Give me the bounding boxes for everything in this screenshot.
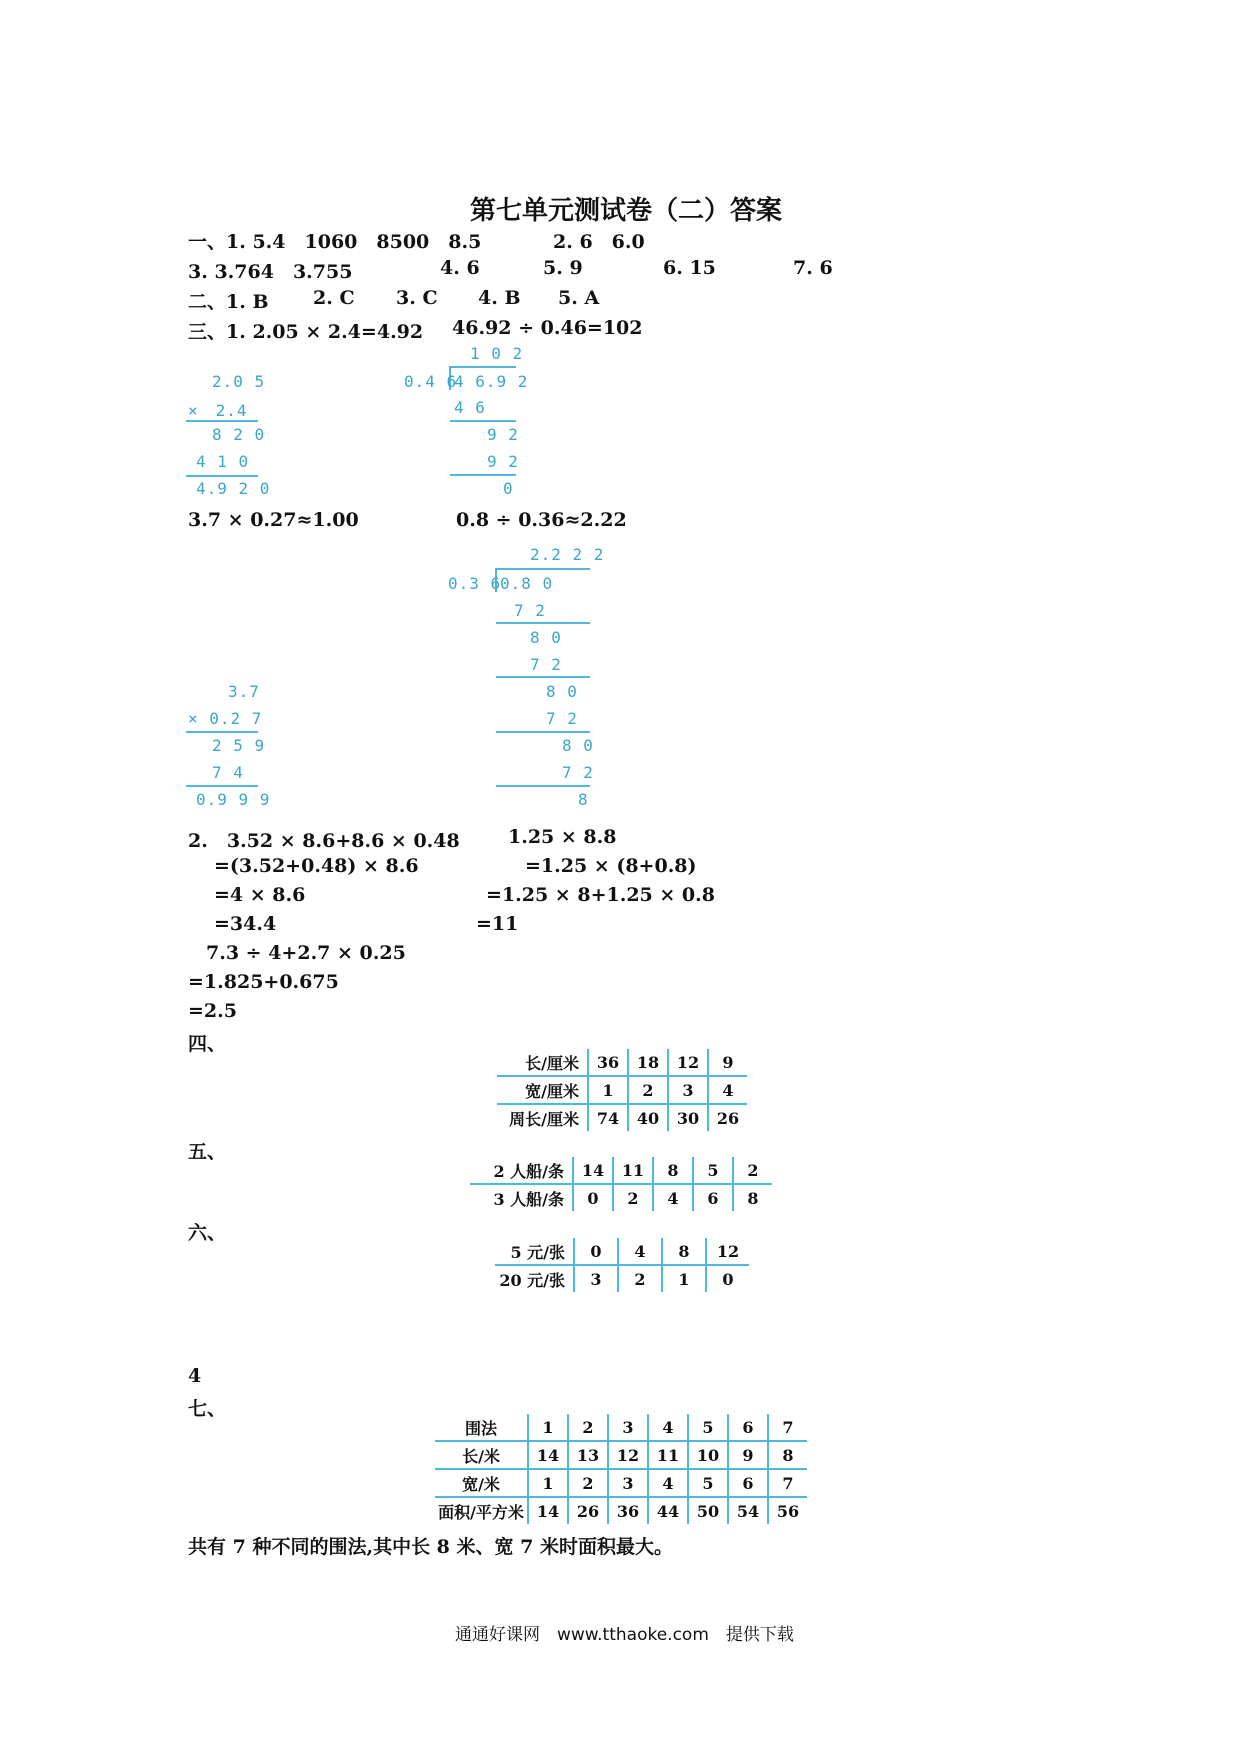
s3b-b2: =1.25 × (8+0.8) [525,855,697,877]
calc3-line3: 7 4 [212,763,244,782]
s2-q5: 5. A [558,287,600,309]
s3b-a1: 2. 3.52 × 8.6+8.6 × 0.48 [188,830,460,852]
s1-q6: 6. 15 [663,257,716,279]
table-cell: 18 [628,1049,668,1076]
s2-q3: 3. C [396,287,438,309]
table-cell: 36 [588,1049,628,1076]
table-cell: 0 [706,1265,749,1292]
table-cell: 7 [768,1469,807,1497]
calc3-rule [186,731,258,733]
calc3-line2: 2 5 9 [212,736,266,755]
table-cell: 4 [648,1414,688,1441]
s1-line1a: 一、1. 5.4 1060 8500 8.5 [188,231,482,253]
table-cell: 54 [728,1497,768,1524]
table-cell: 14 [528,1497,568,1524]
s7-table [435,1414,807,1524]
calc1-line2: 8 2 0 [212,425,266,444]
s2-q2: 2. C [313,287,355,309]
s3b-a3: =4 × 8.6 [214,884,306,906]
table-cell: 13 [568,1441,608,1469]
calc4-step: 7 2 [530,655,562,674]
s3b-b3: =1.25 × 8+1.25 × 0.8 [486,884,715,906]
calc4-step: 8 0 [546,682,578,701]
table-cell: 1 [528,1414,568,1441]
table-row [435,1414,807,1441]
table-row [497,1076,747,1104]
table-cell: 36 [608,1497,648,1524]
calc2-bar [450,366,516,368]
s5-table [470,1157,772,1211]
table-cell: 6 [728,1414,768,1441]
calc3-line1: × 0.2 7 [188,709,263,728]
calc4-divisor: 0.3 6 [448,574,502,593]
table-cell: 40 [628,1104,668,1131]
table-cell: 3 人船/条 [493,1189,564,1209]
table-cell: 2 人船/条 [470,1157,573,1184]
table-row [470,1157,772,1184]
s4-label: 四、 [188,1033,227,1055]
table-cell: 26 [568,1497,608,1524]
table-cell: 20 元/张 [499,1270,565,1290]
table-cell: 1 [662,1265,706,1292]
table-cell: 3 [608,1469,648,1497]
table-cell: 8 [653,1157,693,1184]
table-cell: 14 [573,1157,613,1184]
table-cell: 2 [628,1076,668,1104]
table-cell: 1 [588,1076,628,1104]
s6-answer: 4 [188,1365,202,1387]
s3b-c2: =1.825+0.675 [188,971,339,993]
table-cell: 8 [662,1238,706,1265]
calc1-line0: 2.0 5 [212,372,266,391]
calc3-line0: 3.7 [228,682,260,701]
s3b-c1: 7.3 ÷ 4+2.7 × 0.25 [206,942,406,964]
table-cell: 宽/厘米 [497,1076,588,1104]
table-row [495,1265,749,1292]
calc2-rule [450,420,516,422]
calc1-line3: 4 1 0 [196,452,250,471]
table-cell: 长/米 [435,1441,528,1469]
table-cell: 3 [608,1414,648,1441]
s1-q5: 5. 9 [543,257,583,279]
table-cell: 5 [693,1157,733,1184]
calc4-step: 7 2 [546,709,578,728]
s3b-b1: 1.25 × 8.8 [508,826,617,848]
s7-conclusion: 共有 7 种不同的围法,其中长 8 米、宽 7 米时面积最大。 [188,1536,673,1558]
s3b-a2: =(3.52+0.48) × 8.6 [214,855,419,877]
s3-eq4: 0.8 ÷ 0.36≈2.22 [456,509,627,531]
table-cell: 2 [568,1414,608,1441]
table-row [497,1049,747,1076]
calc4-dividend: 0.8 0 [500,574,554,593]
calc4-rule [496,622,590,624]
calc2-step: 9 2 [487,452,519,471]
table-cell: 12 [608,1441,648,1469]
s6-label: 六、 [188,1222,227,1244]
table-cell: 5 元/张 [495,1238,574,1265]
table-cell: 74 [588,1104,628,1131]
table-cell: 6 [693,1184,733,1211]
calc1-rule [186,475,258,477]
s3b-a4: =34.4 [214,913,277,935]
table-row [495,1238,749,1265]
s1-q3: 3. 3.764 3.755 [188,261,353,283]
s1-q7: 7. 6 [793,257,833,279]
s3b-b4: =11 [476,913,519,935]
calc2-divisor: 0.4 6 [404,372,458,391]
table-row [470,1184,772,1211]
calc2-step: 0 [503,479,514,498]
table-cell: 4 [618,1238,662,1265]
table-cell: 12 [668,1049,708,1076]
table-cell: 4 [708,1076,747,1104]
table-cell: 8 [733,1184,772,1211]
table-cell: 11 [613,1157,653,1184]
table-cell: 2 [733,1157,772,1184]
calc4-step: 7 2 [514,601,546,620]
s3b-c3: =2.5 [188,1000,237,1022]
page-title: 第七单元测试卷（二）答案 [470,196,783,226]
table-cell: 0 [573,1184,613,1211]
calc2-step: 9 2 [487,425,519,444]
s3-eq1: 三、1. 2.05 × 2.4=4.92 [188,321,424,343]
table-cell: 2 [618,1265,662,1292]
s1-line1b: 2. 6 6.0 [553,231,645,253]
calc1-rule [186,420,258,422]
calc1-line4: 4.9 2 0 [196,479,271,498]
table-cell: 9 [728,1441,768,1469]
s3-eq3: 3.7 × 0.27≈1.00 [188,509,359,531]
table-cell: 26 [708,1104,747,1131]
table-cell: 长/厘米 [497,1049,588,1076]
calc4-quotient: 2.2 2 2 [530,545,605,564]
s6-table [495,1238,749,1292]
table-cell: 4 [648,1469,688,1497]
table-cell: 44 [648,1497,688,1524]
calc4-rule [496,676,590,678]
calc4-step: 8 [578,790,589,809]
table-cell: 12 [706,1238,749,1265]
calc4-rule [496,731,590,733]
s5-label: 五、 [188,1141,227,1163]
table-cell: 宽/米 [435,1469,528,1497]
s2-q1: 二、1. B [188,291,269,313]
table-row [435,1497,807,1524]
table-cell: 6 [728,1469,768,1497]
calc2-step: 4 6 [454,398,486,417]
calc3-rule [186,785,258,787]
table-cell: 周长/厘米 [509,1109,579,1129]
s7-label: 七、 [188,1398,227,1420]
calc2-rule [450,474,516,476]
table-cell: 14 [528,1441,568,1469]
table-cell: 0 [574,1238,618,1265]
table-cell: 3 [574,1265,618,1292]
table-row [435,1469,807,1497]
table-cell: 30 [668,1104,708,1131]
table-cell: 5 [688,1414,728,1441]
calc1-line1: × 2.4 [188,401,248,420]
table-cell: 7 [768,1414,807,1441]
table-cell: 围法 [435,1414,528,1441]
table-cell: 2 [613,1184,653,1211]
s1-q4: 4. 6 [440,257,480,279]
table-cell: 2 [568,1469,608,1497]
calc4-step: 8 0 [562,736,594,755]
table-row [435,1441,807,1469]
table-row [497,1104,747,1131]
table-cell: 5 [688,1469,728,1497]
table-cell: 50 [688,1497,728,1524]
table-cell: 1 [528,1469,568,1497]
calc2-quotient: 1 0 2 [470,344,524,363]
table-cell: 3 [668,1076,708,1104]
table-cell: 10 [688,1441,728,1469]
s4-table [497,1049,747,1131]
table-cell: 56 [768,1497,807,1524]
calc4-rule [496,785,590,787]
s3-eq2: 46.92 ÷ 0.46=102 [452,317,643,339]
table-cell: 9 [708,1049,747,1076]
calc3-line4: 0.9 9 9 [196,790,271,809]
calc4-step: 8 0 [530,628,562,647]
footer-credit: 通通好课网 www.tthaoke.com 提供下载 [455,1625,794,1645]
table-cell: 8 [768,1441,807,1469]
table-cell: 面积/平方米 [438,1502,524,1522]
calc4-bar [496,568,590,570]
calc2-dividend: 4 6.9 2 [454,372,529,391]
s2-q4: 4. B [478,287,521,309]
table-cell: 4 [653,1184,693,1211]
calc4-step: 7 2 [562,763,594,782]
table-cell: 11 [648,1441,688,1469]
